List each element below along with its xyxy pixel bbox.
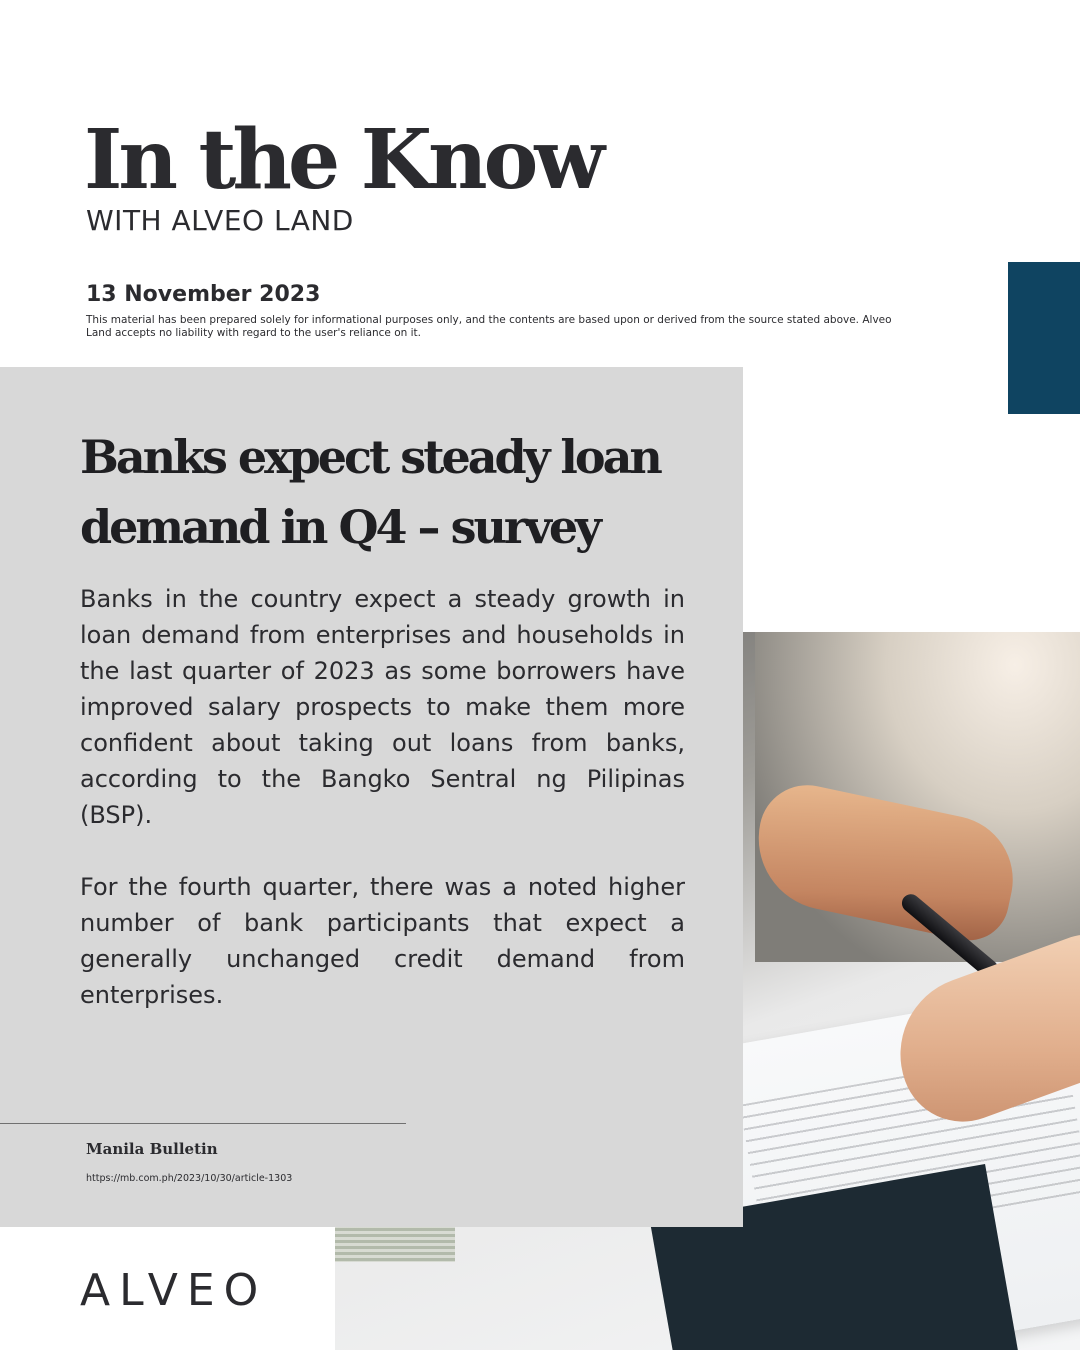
source-url[interactable]: https://mb.com.ph/2023/10/30/article-1303 [86, 1173, 293, 1184]
article-headline: Banks expect steady loan demand in Q4 – survey [80, 430, 660, 554]
accent-block [1008, 262, 1080, 414]
article-body [80, 581, 685, 1013]
page-subtitle: WITH ALVEO LAND [86, 204, 354, 237]
article-card [0, 367, 743, 1227]
source-name: Manila Bulletin [86, 1140, 218, 1158]
publish-date: 13 November 2023 [86, 282, 321, 307]
article-paragraph: For the fourth quarter, there was a noted higher number of bank participants that expect a generally unchanged credit demand from enterprises. [80, 873, 685, 1009]
alveo-logo: ALVEO [80, 1265, 268, 1316]
disclaimer: This material has been prepared solely for informational purposes only, and the contents are based upon or derived from the source stated above. Alveo Land accepts no liability with regard to the user's reliance on it. [86, 314, 892, 339]
page-title: In the Know [84, 112, 601, 208]
photo-bills [335, 1222, 455, 1262]
source-divider [0, 1123, 406, 1124]
article-paragraph: Banks in the country expect a steady growth in loan demand from enterprises and households in the last quarter of 2023 as some borrowers have improved salary prospects to make them more confident about taking out loans from banks, according to the Bangko Sentral ng Pilipinas (BSP). [80, 585, 685, 829]
